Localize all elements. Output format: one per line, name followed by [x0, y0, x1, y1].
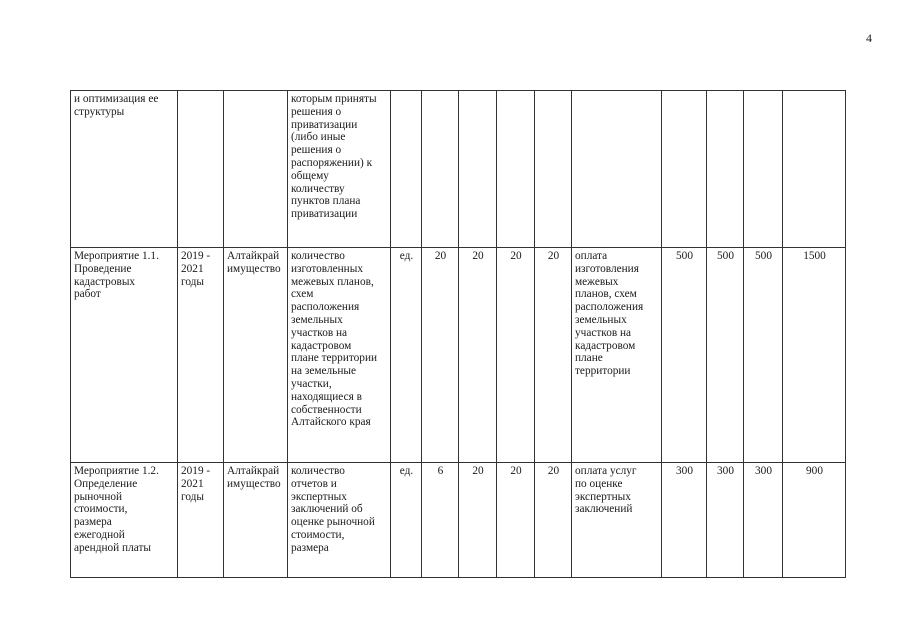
funding-2020-cell [707, 91, 744, 248]
funding-2019-cell [662, 91, 707, 248]
executor-cell: Алтайкрай имущество [224, 463, 288, 578]
activity-cell: оплата изготовления межевых планов, схем расположения земельных участков на кадастровом плане территории [572, 248, 662, 463]
indicator-cell: которым приняты решения о приватизации (либо иные решения о распоряжении) к общему количеству пунктов плана приватизации [288, 91, 391, 248]
value-2019-cell: 6 [422, 463, 459, 578]
unit-cell [391, 91, 422, 248]
indicator-cell: количество отчетов и экспертных заключений об оценке рыночной стоимости, размера [288, 463, 391, 578]
funding-2021-cell: 300 [744, 463, 783, 578]
activity-cell: оплата услуг по оценке экспертных заключений [572, 463, 662, 578]
executor-cell: Алтайкрай имущество [224, 248, 288, 463]
value-final-cell: 20 [535, 463, 572, 578]
value-2020-cell [459, 91, 497, 248]
indicator-cell: количество изготовленных межевых планов, схем расположения земельных участков на кадастровом плане территории на земельные участки, находящиеся в собственности Алтайского края [288, 248, 391, 463]
funding-total-cell: 1500 [783, 248, 846, 463]
measure-name-cell: Мероприятие 1.1. Проведение кадастровых работ [71, 248, 178, 463]
unit-cell: ед. [391, 248, 422, 463]
value-2019-cell [422, 91, 459, 248]
activity-cell [572, 91, 662, 248]
value-2021-cell [497, 91, 535, 248]
table-row [71, 248, 846, 463]
measure-name-cell: Мероприятие 1.2. Определение рыночной стоимости, размера ежегодной арендной платы [71, 463, 178, 578]
page-number: 4 [866, 31, 872, 45]
unit-cell: ед. [391, 463, 422, 578]
funding-2020-cell: 300 [707, 463, 744, 578]
program-table [70, 90, 846, 578]
funding-2021-cell: 500 [744, 248, 783, 463]
funding-total-cell [783, 91, 846, 248]
value-2019-cell: 20 [422, 248, 459, 463]
period-cell: 2019 - 2021 годы [178, 463, 224, 578]
value-final-cell: 20 [535, 248, 572, 463]
value-2021-cell: 20 [497, 463, 535, 578]
period-cell [178, 91, 224, 248]
funding-total-cell: 900 [783, 463, 846, 578]
funding-2019-cell: 500 [662, 248, 707, 463]
table-row [71, 91, 846, 248]
period-cell: 2019 - 2021 годы [178, 248, 224, 463]
value-2020-cell: 20 [459, 248, 497, 463]
funding-2019-cell: 300 [662, 463, 707, 578]
executor-cell [224, 91, 288, 248]
funding-2021-cell [744, 91, 783, 248]
funding-2020-cell: 500 [707, 248, 744, 463]
measure-name-cell: и оптимизация ее структуры [71, 91, 178, 248]
value-final-cell [535, 91, 572, 248]
value-2021-cell: 20 [497, 248, 535, 463]
value-2020-cell: 20 [459, 463, 497, 578]
table-row [71, 463, 846, 578]
